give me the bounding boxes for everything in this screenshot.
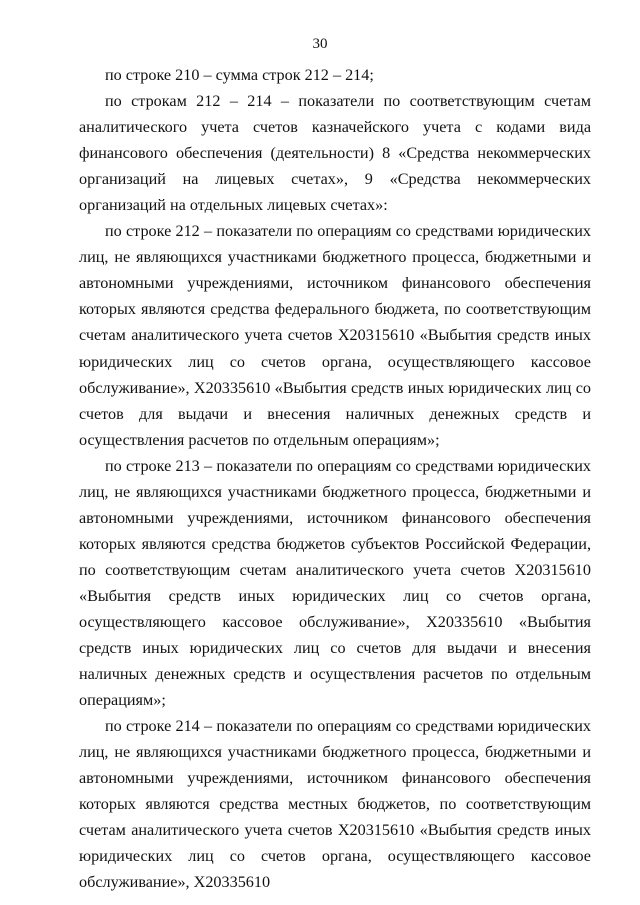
paragraph-line-213: по строке 213 – показатели по операциям со средствами юридических лиц, не являющихся участниками бюджетного процесса, бюджетными и автономными учреждениями, источником финансового обеспечения которых являются средства бюджетов субъектов Российской Федерации, по соответствующим счетам аналитического учета счетов X20315610 «Выбытия средств иных юридических лиц со счетов органа, осуществляющего кассовое обслуживание», X20335610 «Выбытия средств иных юридических лиц со счетов для выдачи и внесения наличных денежных средств и осуществления расчетов по отдельным операциям»; — [79, 456, 591, 710]
page-number: 30 — [312, 36, 328, 52]
paragraph-lines-212-214: по строкам 212 – 214 – показатели по соответствующим счетам аналитического учета счетов казначейского учета с кодами вида финансового обеспечения (деятельности) 8 «Средства некоммерческих организаций на лицевых счетах», 9 «Средства некоммерческих организаций на отдельных лицевых счетах»: — [79, 92, 591, 215]
paragraph-line-212: по строке 212 – показатели по операциям со средствами юридических лиц, не являющихся участниками бюджетного процесса, бюджетными и автономными учреждениями, источником финансового обеспечения которых являются средства федерального бюджета, по соответствующим счетам аналитического учета счетов X20315610 «Выбытия средств иных юридических лиц со счетов органа, осуществляющего кассовое обслуживание», X20335610 «Выбытия средств иных юридических лиц со счетов для выдачи и внесения наличных денежных средств и осуществления расчетов по отдельным операциям»; — [79, 222, 591, 449]
document-body — [79, 62, 591, 896]
paragraph-line-214: по строке 214 – показатели по операциям со средствами юридических лиц, не являющихся участниками бюджетного процесса, бюджетными и автономными учреждениями, источником финансового обеспечения которых являются средства местных бюджетов, по соответствующим счетам аналитического учета счетов X20315610 «Выбытия средств иных юридических лиц со счетов органа, осуществляющего кассовое обслуживание», X20335610 — [79, 717, 591, 892]
paragraph-line-210: по строке 210 – сумма строк 212 – 214; — [105, 66, 374, 84]
